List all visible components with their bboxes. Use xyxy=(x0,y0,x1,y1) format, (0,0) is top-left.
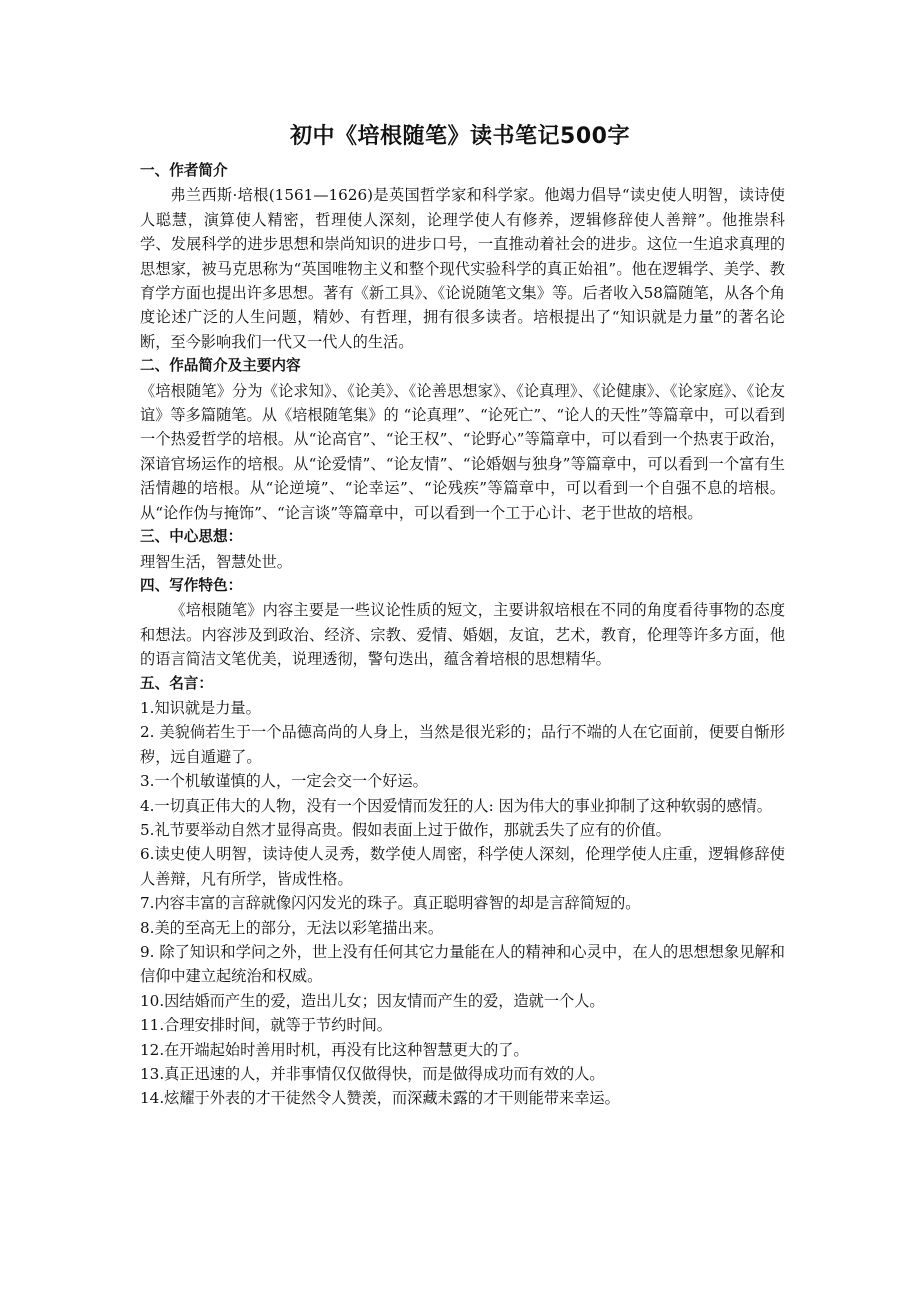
section-heading-style: 四、写作特色： xyxy=(140,576,243,594)
quote-item: 12.在开端起始时善用时机，再没有比这种智慧更大的了。 xyxy=(140,1040,529,1059)
quote-item: 8.美的至高无上的部分，无法以彩笔描出来。 xyxy=(140,918,444,937)
document-title: 初中《培根随笔》读书笔记500字 xyxy=(290,124,630,149)
author-paragraph: 弗兰西斯·培根(1561—1626)是英国哲学家和科学家。他竭力倡导“读史使人明智，读诗使人聪慧，演算使人精密，哲理使人深刻，论理学使人有修养，逻辑修辞使人善辩”。他推崇科学、发展科学的进步思想和崇尚知识的进步口号，一直推动着社会的进步。这位一生追求真理的思想家，被马克思称为“英国唯物主义和整个现代实验科学的真正始祖”。他在逻辑学、美学、教育学方面也提出许多思想。著有《新工具》、《论说随笔文集》等。后者收入58篇随笔，从各个角度论述广泛的人生问题，精妙、有哲理，拥有很多读者。培根提出了“知识就是力量”的著名论断，至今影响我们一代又一代人的生活。 xyxy=(140,186,785,351)
quote-item: 14.炫耀于外表的才干徒然令人赞羡，而深藏未露的才干则能带来幸运。 xyxy=(140,1089,620,1108)
work-paragraph: 《培根随笔》分为《论求知》、《论美》、《论善思想家》、《论真理》、《论健康》、《论家庭》、《论友谊》等多篇随笔。从《培根随笔集》的 “论真理”、“论死亡”、“论人的天性”等篇章中，可以看到一个热爱哲学的培根。从“论高官”、“论王权”、“论野心”等篇章中，可以看到一个热衷于政治，深谙官场运作的培根。从“论爱情”、“论友情”、“论婚姻与独身”等篇章中，可以看到一个富有生活情趣的培根。从“论逆境”、“论幸运”、“论残疾”等篇章中，可以看到一个自强不息的培根。从“论作伪与掩饰”、“论言谈”等篇章中，可以看到一个工于心计、老于世故的培根。 xyxy=(140,381,785,522)
quote-item: 1.知识就是力量。 xyxy=(140,698,261,717)
section-heading-work: 二、作品简介及主要内容 xyxy=(140,357,301,375)
quote-item: 5.礼节要举动自然才显得高贵。假如表面上过于做作，那就丢失了应有的价值。 xyxy=(140,820,671,839)
theme-paragraph: 理智生活，智慧处世。 xyxy=(140,552,292,571)
style-paragraph: 《培根随笔》内容主要是一些议论性质的短文，主要讲叙培根在不同的角度看待事物的态度和想法。内容涉及到政治、经济、宗教、爱情、婚姻，友谊，艺术，教育，伦理等许多方面，他的语言简洁文笔优美，说理透彻，警句迭出，蕴含着培根的思想精华。 xyxy=(140,601,785,669)
quote-item: 4.一切真正伟大的人物，没有一个因爱情而发狂的人: 因为伟大的事业抑制了这种软弱的感情。 xyxy=(140,796,772,815)
quote-item: 9. 除了知识和学问之外，世上没有任何其它力量能在人的精神和心灵中，在人的思想想象见解和信仰中建立起统治和权威。 xyxy=(140,943,785,986)
section-heading-author: 一、作者简介 xyxy=(140,162,228,179)
quote-item: 6.读史使人明智，读诗使人灵秀，数学使人周密，科学使人深刻，伦理学使人庄重，逻辑修辞使人善辩，凡有所学，皆成性格。 xyxy=(140,845,785,888)
quote-item: 10.因结婚而产生的爱，造出儿女；因友情而产生的爱，造就一个人。 xyxy=(140,991,605,1010)
quote-item: 2. 美貌倘若生于一个品德高尚的人身上，当然是很光彩的；品行不端的人在它面前，便要自惭形秽，远自遁避了。 xyxy=(140,723,785,766)
quote-item: 3.一个机敏谨慎的人，一定会交一个好运。 xyxy=(140,772,428,791)
quote-item: 11.合理安排时间，就等于节约时间。 xyxy=(140,1016,392,1035)
section-heading-quotes: 五、名言： xyxy=(140,674,213,692)
quote-item: 7.内容丰富的言辞就像闪闪发光的珠子。真正聪明睿智的却是言辞简短的。 xyxy=(140,894,641,913)
section-heading-theme: 三、中心思想： xyxy=(140,528,243,546)
quote-item: 13.真正迅速的人，并非事情仅仅做得快，而是做得成功而有效的人。 xyxy=(140,1065,605,1084)
document-body xyxy=(140,159,785,1111)
